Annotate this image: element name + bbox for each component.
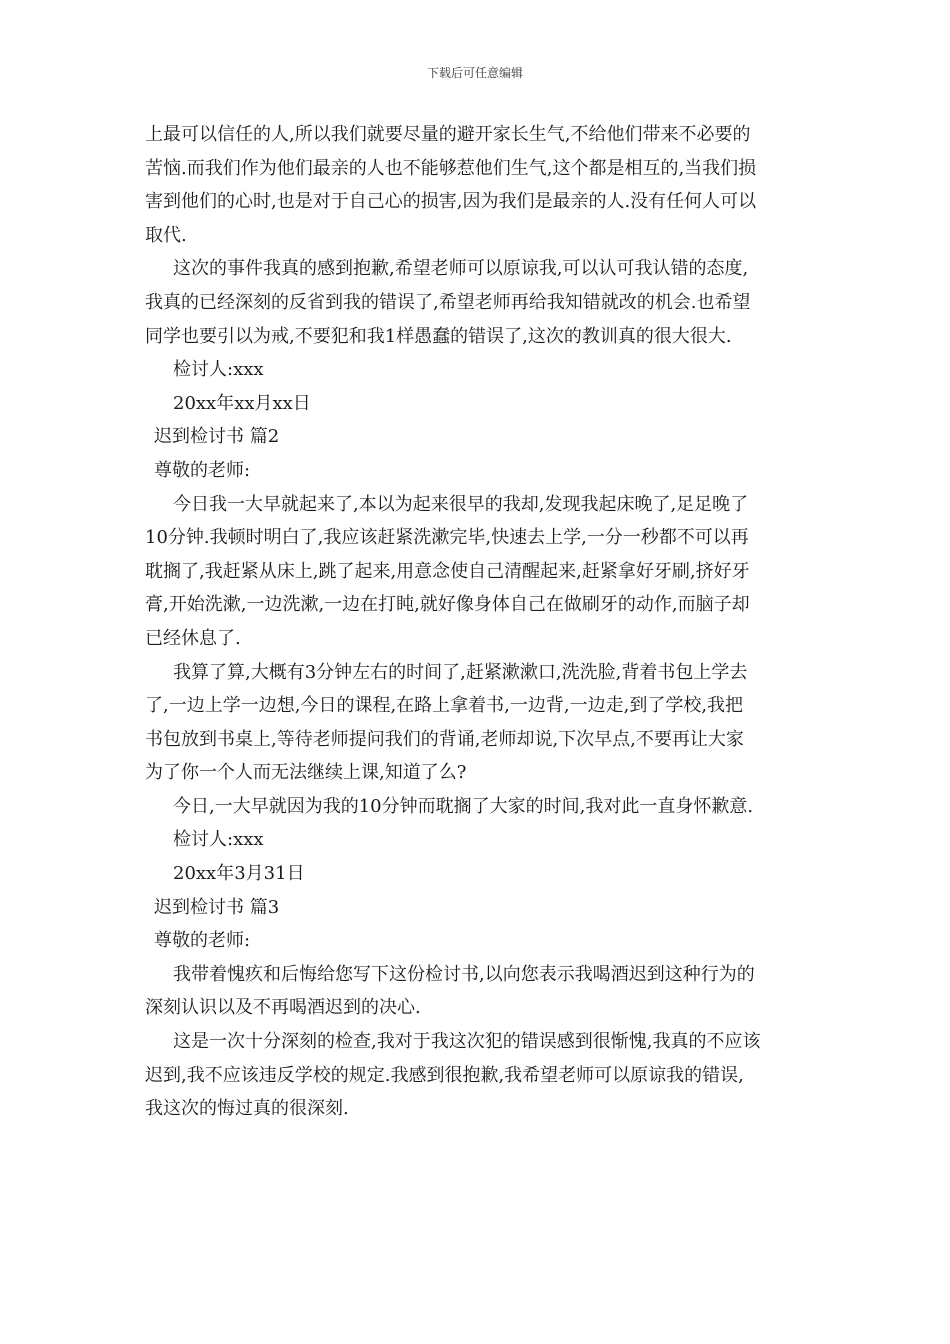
section-title: 迟到检讨书 篇2 — [154, 426, 280, 448]
text-line: 书包放到书桌上,等待老师提问我们的背诵,老师却说,下次早点,不要再让大家 — [145, 728, 744, 750]
text-line: 今日我一大早就起来了,本以为起来很早的我却,发现我起床晚了,足足晚了 — [173, 493, 749, 515]
text-line: 同学也要引以为戒,不要犯和我1样愚蠢的错误了,这次的教训真的很大很大. — [145, 325, 732, 347]
document-body — [145, 118, 810, 1126]
text-line: 了,一边上学一边想,今日的课程,在路上拿着书,一边背,一边走,到了学校,我把 — [145, 695, 744, 717]
text-line: 我算了算,大概有3分钟左右的时间了,赶紧漱漱口,洗洗脸,背着书包上学去 — [173, 661, 748, 683]
text-line: 深刻认识以及不再喝酒迟到的决心. — [145, 997, 421, 1019]
text-line: 10分钟.我顿时明白了,我应该赶紧洗漱完毕,快速去上学,一分一秒都不可以再 — [145, 527, 749, 549]
section-title: 迟到检讨书 篇3 — [154, 896, 280, 918]
text-line: 耽搁了,我赶紧从床上,跳了起来,用意念使自己清醒起来,赶紧拿好牙刷,挤好牙 — [145, 560, 750, 582]
salutation: 尊敬的老师: — [154, 459, 251, 481]
text-line: 这次的事件我真的感到抱歉,希望老师可以原谅我,可以认可我认错的态度, — [173, 258, 749, 280]
text-line: 我真的已经深刻的反省到我的错误了,希望老师再给我知错就改的机会.也希望 — [145, 291, 751, 313]
page-header: 下载后可任意编辑 — [426, 66, 523, 80]
signature-line: 检讨人:xxx — [173, 829, 264, 851]
text-line: 膏,开始洗漱,一边洗漱,一边在打盹,就好像身体自己在做刷牙的动作,而脑子却 — [145, 594, 750, 616]
text-line: 害到他们的心时,也是对于自己心的损害,因为我们是最亲的人.没有任何人可以 — [145, 191, 757, 213]
text-line: 我这次的悔过真的很深刻. — [145, 1098, 349, 1120]
text-line: 今日,一大早就因为我的10分钟而耽搁了大家的时间,我对此一直身怀歉意. — [173, 795, 754, 817]
salutation: 尊敬的老师: — [154, 930, 251, 952]
text-line: 苦恼.而我们作为他们最亲的人也不能够惹他们生气,这个都是相互的,当我们损 — [145, 157, 757, 179]
text-line: 取代. — [145, 224, 187, 246]
date-line: 20xx年3月31日 — [173, 863, 305, 885]
text-line: 这是一次十分深刻的检查,我对于我这次犯的错误感到很惭愧,我真的不应该 — [173, 1031, 761, 1053]
text-line: 我带着愧疚和后悔给您写下这份检讨书,以向您表示我喝酒迟到这种行为的 — [173, 963, 755, 985]
text-line: 已经休息了. — [145, 627, 241, 649]
text-line: 上最可以信任的人,所以我们就要尽量的避开家长生气,不给他们带来不必要的 — [145, 124, 751, 145]
signature-line: 检讨人:xxx — [173, 359, 264, 381]
date-line: 20xx年xx月xx日 — [173, 392, 311, 414]
text-line: 为了你一个人而无法继续上课,知道了么? — [145, 762, 467, 784]
text-line: 迟到,我不应该违反学校的规定.我感到很抱歉,我希望老师可以原谅我的错误, — [145, 1064, 744, 1086]
